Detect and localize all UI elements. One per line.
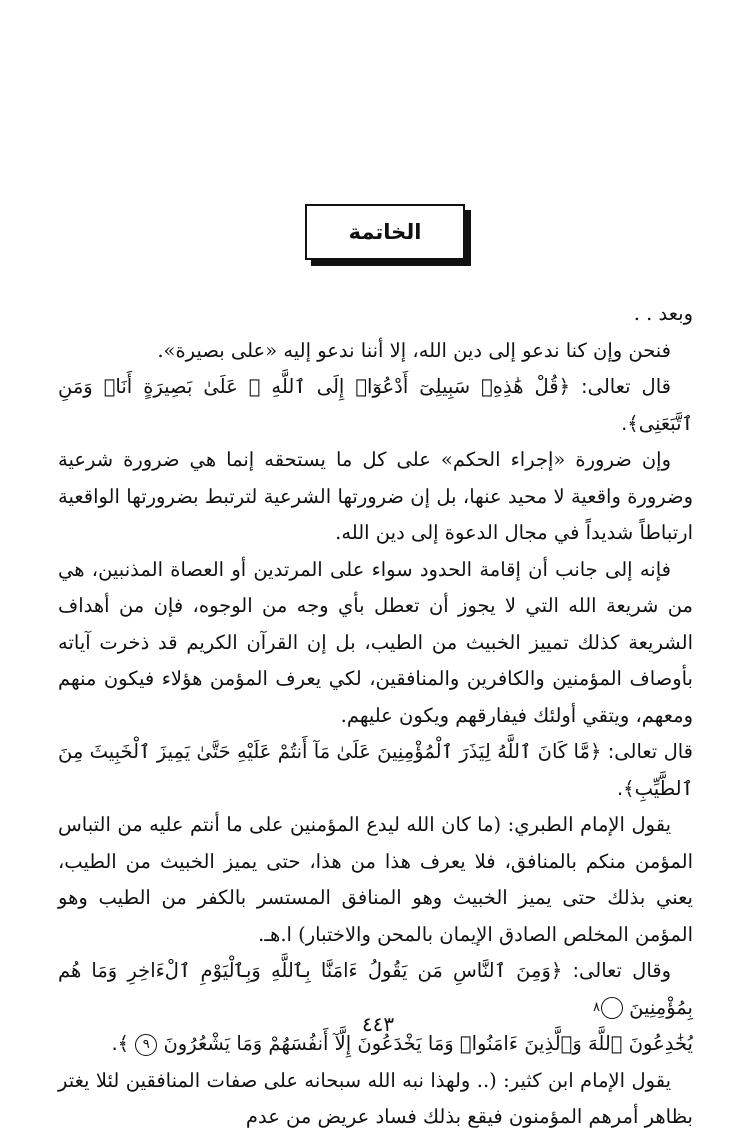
chapter-title-box bbox=[305, 204, 465, 260]
ayah-number-9: ٩ bbox=[135, 1034, 157, 1056]
quran-quote-baqara-9-text: يُخَٰدِعُونَ ٱللَّهَ وَٱلَّذِينَ ءَامَنُوا۟ وَمَا يَخْدَعُونَ إِلَّآ أَنفُسَهُمْ وَمَا يَشْعُرُونَ bbox=[163, 1032, 693, 1055]
paragraph-hudud: فإنه إلى جانب أن إقامة الحدود سواء على المرتدين أو العصاة المذنبين، هي من شريعة الله التي لا يجوز أن تعطل بأي وجه من الوجوه، فإن من أهداف الشريعة كذلك تمييز الخبيث من الطيب، بل إن القرآن الكريم قد ذخرت آياته بأوصاف المؤمنين والكافرين والمنافقين، لكي يعرف المؤمن هؤلاء فيكون منهم ومعهم، ويتقي أولئك فيفارقهم ويكون عليهم. bbox=[58, 557, 693, 727]
paragraph-tabari: يقول الإمام الطبري: (ما كان الله ليدع المؤمنين على ما أنتم عليه من التباس المؤمن منكم بالمنافق، فلا يعرف هذا من هذا، حتى يميز الخبيث من الطيب، يعني بذلك حتى يميز الخبيث وهو المنافق المستسر بالكفر من الطيب وهو المؤمن المخلص الصادق الإيمان بالمحن والاختبار) ا.هـ. bbox=[58, 813, 693, 946]
paragraph-opening: وبعد . . bbox=[633, 302, 693, 325]
body-text bbox=[58, 296, 693, 1136]
verse-closing-bracket: ﴾. bbox=[111, 1032, 130, 1055]
paragraph-ruling-necessity: وإن ضرورة «إجراء الحكم» على كل ما يستحقه إنما هي ضرورة شرعية وضرورة واقعية لا محيد عنها، بل إن ضرورتها الشرعية لترتبط بضرورتها الواقعية ارتباطاً شديداً في مجال الدعوة إلى دين الله. bbox=[58, 448, 693, 544]
quran-quote-baqara-8-text: وقال تعالى: ﴿وَمِنَ ٱلنَّاسِ مَن يَقُولُ ءَامَنَّا بِٱللَّهِ وَبِٱلْيَوْمِ ٱلْءَاخِرِ وَمَا هُم بِمُؤْمِنِينَ bbox=[58, 959, 693, 1019]
quran-quote-khabith: قال تعالى: ﴿مَّا كَانَ ٱللَّهُ لِيَذَرَ ٱلْمُؤْمِنِينَ عَلَىٰ مَآ أَنتُمْ عَلَيْهِ حَتَّىٰ يَمِيزَ ٱلْخَبِيثَ مِنَ ٱلطَّيِّبِ﴾. bbox=[58, 740, 693, 800]
quran-quote-basira: قال تعالى: ﴿قُلْ هَٰذِهِۦ سَبِيلِىٓ أَدْعُوٓا۟ إِلَى ٱللَّهِ ۚ عَلَىٰ بَصِيرَةٍ أَنَا۠ وَمَنِ ٱتَّبَعَنِى﴾. bbox=[58, 375, 693, 435]
ayah-number-8: ٨ bbox=[601, 997, 623, 1019]
paragraph-call-to-god: فنحن وإن كنا ندعو إلى دين الله، إلا أننا ندعو إليه «على بصيرة». bbox=[157, 338, 671, 362]
chapter-title: الخاتمة bbox=[348, 220, 422, 244]
paragraph-ibn-kathir: يقول الإمام ابن كثير: (.. ولهذا نبه الله سبحانه على صفات المنافقين لئلا يغتر بظاهر أمرهم المؤمنون فيقع بذلك فساد عريض من عدم bbox=[58, 1068, 693, 1128]
page-number: ٤٤٣ bbox=[361, 1012, 395, 1036]
